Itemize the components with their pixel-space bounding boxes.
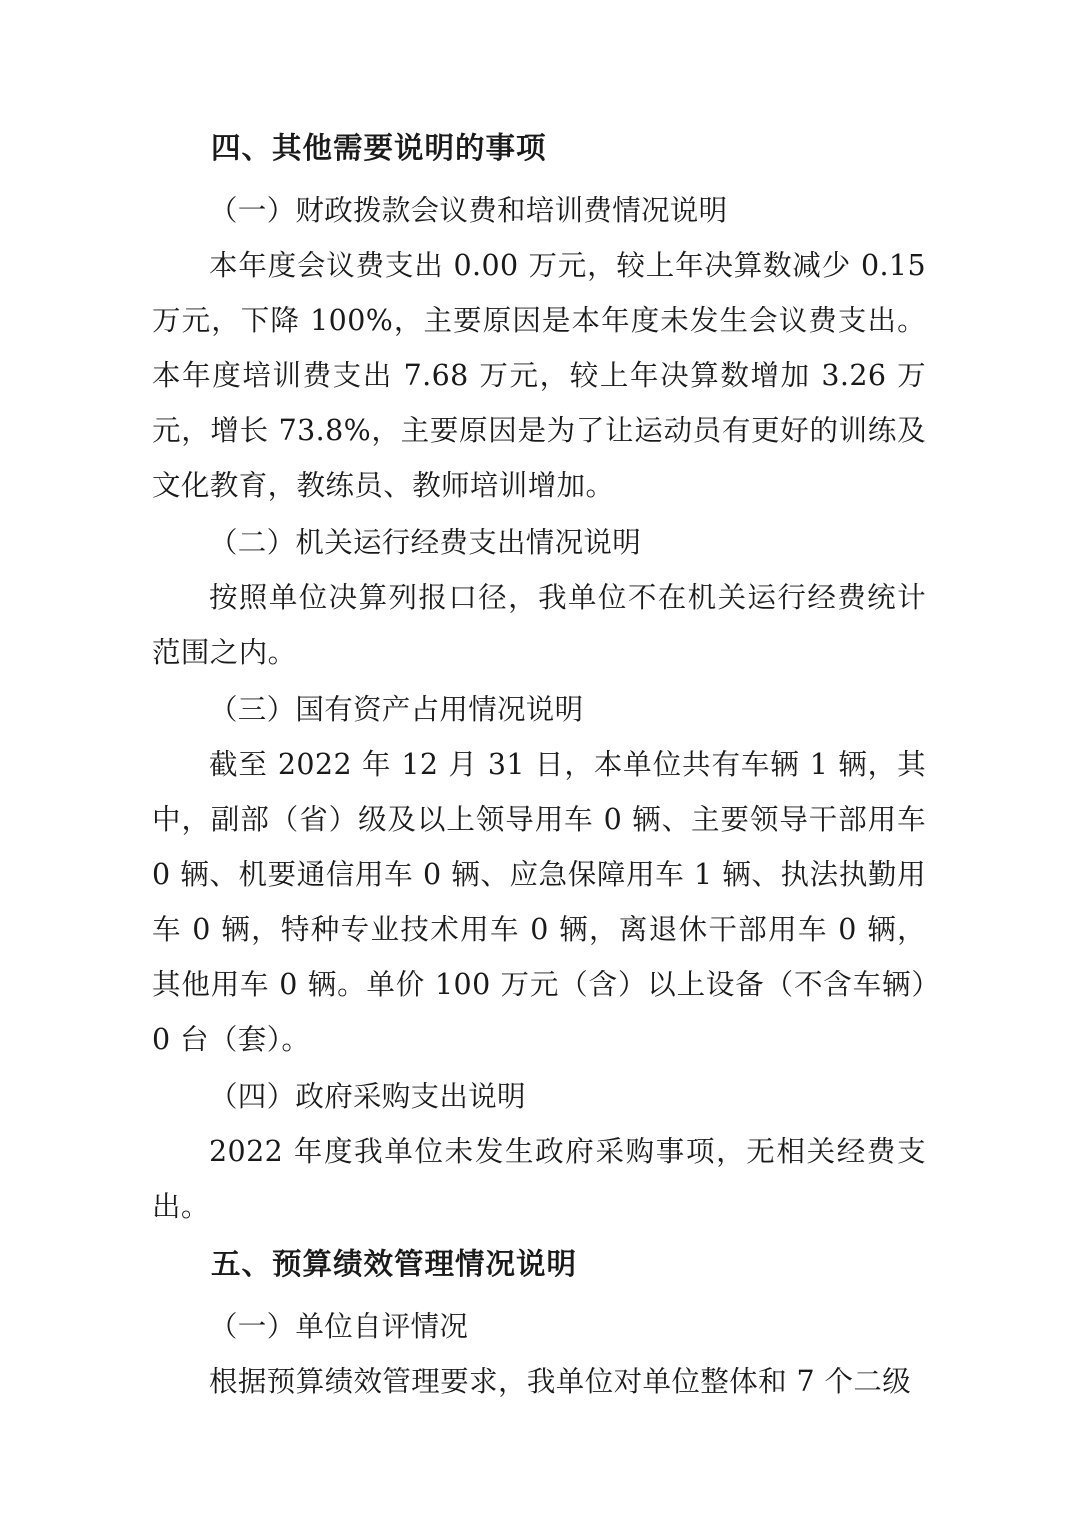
document-body bbox=[152, 120, 926, 1409]
block-subsection-4-1 bbox=[152, 183, 926, 513]
subsection-heading-4-1: （一）财政拨款会议费和培训费情况说明 bbox=[209, 193, 728, 227]
block-subsection-5-1 bbox=[152, 1299, 926, 1409]
paragraph-meeting-training-fee: 本年度会议费支出 0.00 万元，较上年决算数减少 0.15 万元，下降 100%，主要原因是本年度未发生会议费支出。本年度培训费支出 7.68 万元，较上年决算数增加 3.26 万元，增长 73.8%，主要原因是为了让运动员有更好的训练及文化教育，教练员、教师培训增加。 bbox=[152, 248, 926, 502]
subsection-heading-4-4: （四）政府采购支出说明 bbox=[209, 1079, 526, 1113]
block-subsection-4-3 bbox=[152, 682, 926, 1067]
block-section-five bbox=[152, 1236, 926, 1293]
paragraph-self-evaluation: 根据预算绩效管理要求，我单位对单位整体和 7 个二级 bbox=[209, 1364, 912, 1398]
paragraph-government-procurement: 2022 年度我单位未发生政府采购事项，无相关经费支出。 bbox=[152, 1134, 926, 1223]
block-subsection-4-4 bbox=[152, 1069, 926, 1234]
section-heading-four: 四、其他需要说明的事项 bbox=[211, 130, 547, 165]
subsection-heading-4-2: （二）机关运行经费支出情况说明 bbox=[209, 525, 642, 559]
paragraph-operating-expenses: 按照单位决算列报口径，我单位不在机关运行经费统计范围之内。 bbox=[152, 580, 926, 669]
subsection-heading-4-3: （三）国有资产占用情况说明 bbox=[209, 692, 584, 726]
block-section-four bbox=[152, 120, 926, 177]
block-subsection-4-2 bbox=[152, 515, 926, 680]
paragraph-state-assets: 截至 2022 年 12 月 31 日，本单位共有车辆 1 辆，其中，副部（省）级及以上领导用车 0 辆、主要领导干部用车 0 辆、机要通信用车 0 辆、应急保障用车 1 辆、执法执勤用车 0 辆，特种专业技术用车 0 辆，离退休干部用车 0 辆，其他用车 0 辆。单价 100 万元（含）以上设备（不含车辆）0 台（套）。 bbox=[152, 747, 926, 1056]
subsection-heading-5-1: （一）单位自评情况 bbox=[209, 1309, 469, 1343]
section-heading-five: 五、预算绩效管理情况说明 bbox=[211, 1245, 578, 1281]
